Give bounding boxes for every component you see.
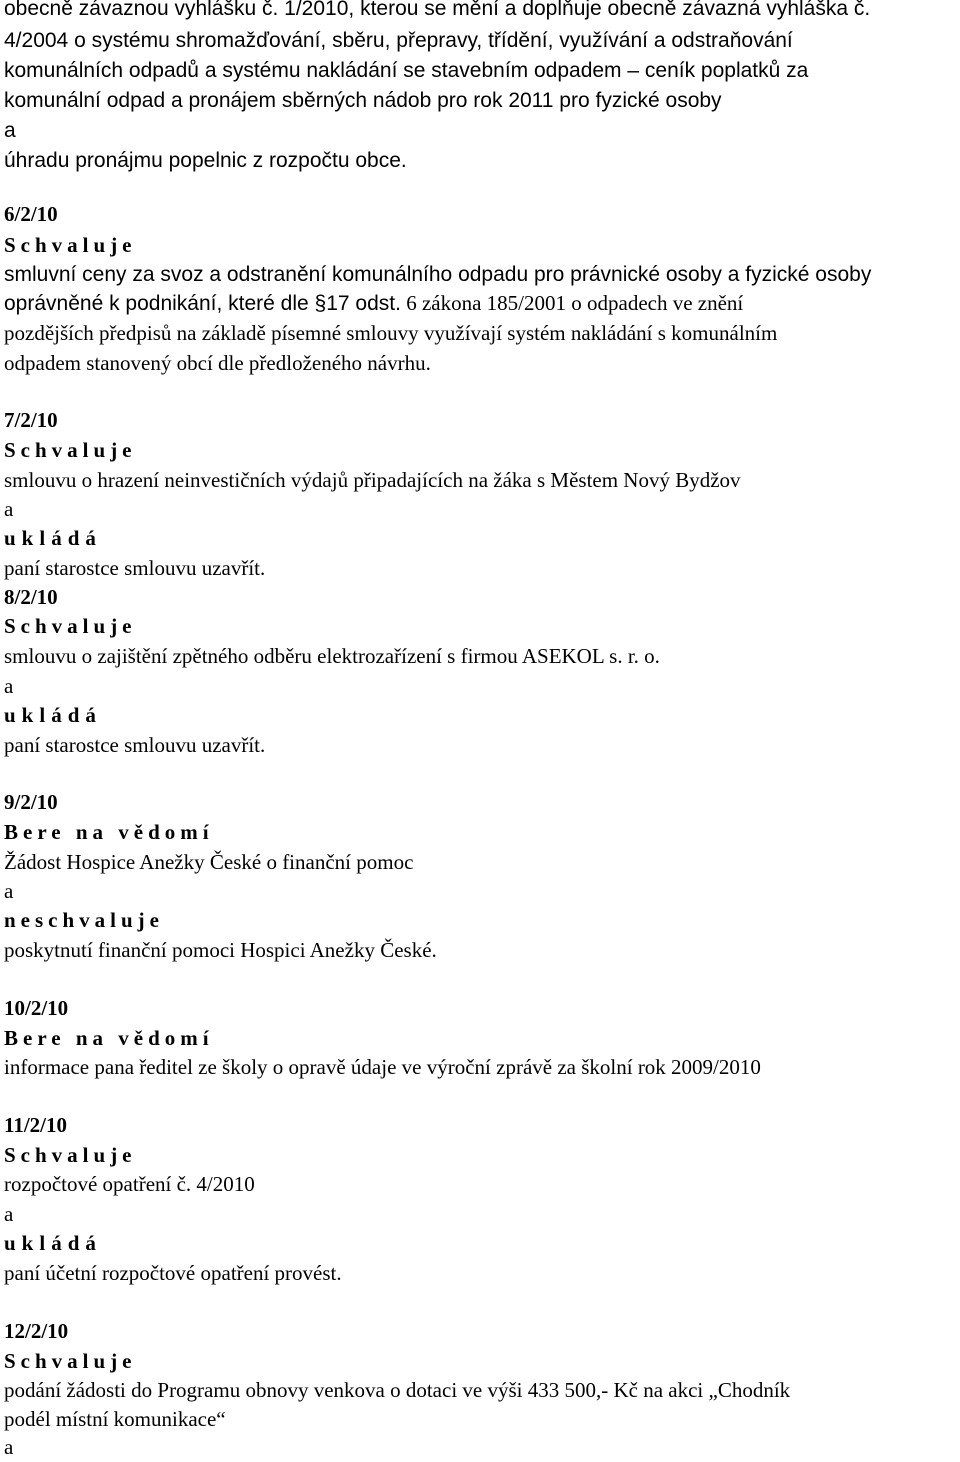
resolution-verb: ukládá xyxy=(4,1231,102,1255)
intro-line: obecně závaznou vyhlášku č. 1/2010, kterou se mění a doplňuje obecně závazná vyhláška č. xyxy=(4,0,871,20)
resolution-verb: ukládá xyxy=(4,526,102,550)
resolution-text: smluvní ceny za svoz a odstranění komunálního odpadu pro právnické osoby a fyzické osoby xyxy=(4,263,872,286)
resolution-verb: Schvaluje xyxy=(4,438,137,462)
conjunction: a xyxy=(4,497,14,521)
resolution-text: rozpočtové opatření č. 4/2010 xyxy=(4,1172,255,1196)
resolution-number: 11/2/10 xyxy=(4,1113,68,1137)
resolution-number: 7/2/10 xyxy=(4,408,58,432)
intro-line: úhradu pronájmu popelnic z rozpočtu obce. xyxy=(4,149,407,172)
resolution-text: odpadem stanovený obcí dle předloženého návrhu. xyxy=(4,351,431,375)
intro-line: komunálních odpadů a systému nakládání se stavebním odpadem – ceník poplatků za xyxy=(4,59,809,82)
resolution-verb: Bere na vědomí xyxy=(4,820,214,844)
resolution-number: 9/2/10 xyxy=(4,790,58,814)
resolution-text: smlouvu o zajištění zpětného odběru elektrozařízení s firmou ASEKOL s. r. o. xyxy=(4,644,660,668)
conjunction: a xyxy=(4,674,14,698)
resolution-verb: Schvaluje xyxy=(4,1143,137,1167)
resolution-text: pozdějších předpisů na základě písemné smlouvy využívají systém nakládání s komunálním xyxy=(4,321,778,345)
resolution-number: 10/2/10 xyxy=(4,996,69,1020)
intro-line: komunální odpad a pronájem sběrných nádob pro rok 2011 pro fyzické osoby xyxy=(4,89,722,112)
resolution-verb: neschvaluje xyxy=(4,908,164,932)
intro-line: a xyxy=(4,119,16,142)
conjunction: a xyxy=(4,879,14,903)
conjunction: a xyxy=(4,1202,14,1226)
resolution-text: informace pana ředitel ze školy o opravě údaje ve výroční zprávě za školní rok 2009/2010 xyxy=(4,1055,761,1079)
resolution-text: podání žádosti do Programu obnovy venkova o dotaci ve výši 433 500,- Kč na akci „Chodník xyxy=(4,1378,791,1402)
resolution-text-part: 6 zákona 185/2001 o odpadech ve znění xyxy=(406,291,744,315)
resolution-text: paní účetní rozpočtové opatření provést. xyxy=(4,1261,342,1285)
resolution-verb: Schvaluje xyxy=(4,614,137,638)
resolution-number: 6/2/10 xyxy=(4,202,58,226)
resolution-verb: Schvaluje xyxy=(4,233,137,257)
resolution-text-part: oprávněné k podnikání, které dle §17 odst. xyxy=(4,292,401,315)
resolution-text: smlouvu o hrazení neinvestičních výdajů připadajících na žáka s Městem Nový Bydžov xyxy=(4,468,741,492)
resolution-verb: Schvaluje xyxy=(4,1349,137,1373)
resolution-verb: ukládá xyxy=(4,703,102,727)
resolution-text-line xyxy=(4,289,743,318)
resolution-text: poskytnutí finanční pomoci Hospici Anežky České. xyxy=(4,938,437,962)
resolution-number: 8/2/10 xyxy=(4,585,58,609)
resolution-number: 12/2/10 xyxy=(4,1319,69,1343)
resolution-verb: Bere na vědomí xyxy=(4,1026,214,1050)
conjunction: a xyxy=(4,1435,14,1459)
resolution-text: paní starostce smlouvu uzavřít. xyxy=(4,733,266,757)
resolution-text: paní starostce smlouvu uzavřít. xyxy=(4,556,266,580)
intro-line: 4/2004 o systému shromažďování, sběru, přepravy, třídění, využívání a odstraňování xyxy=(4,29,793,52)
resolution-text: Žádost Hospice Anežky České o finanční pomoc xyxy=(4,850,414,874)
resolution-text: podél místní komunikace“ xyxy=(4,1407,226,1431)
